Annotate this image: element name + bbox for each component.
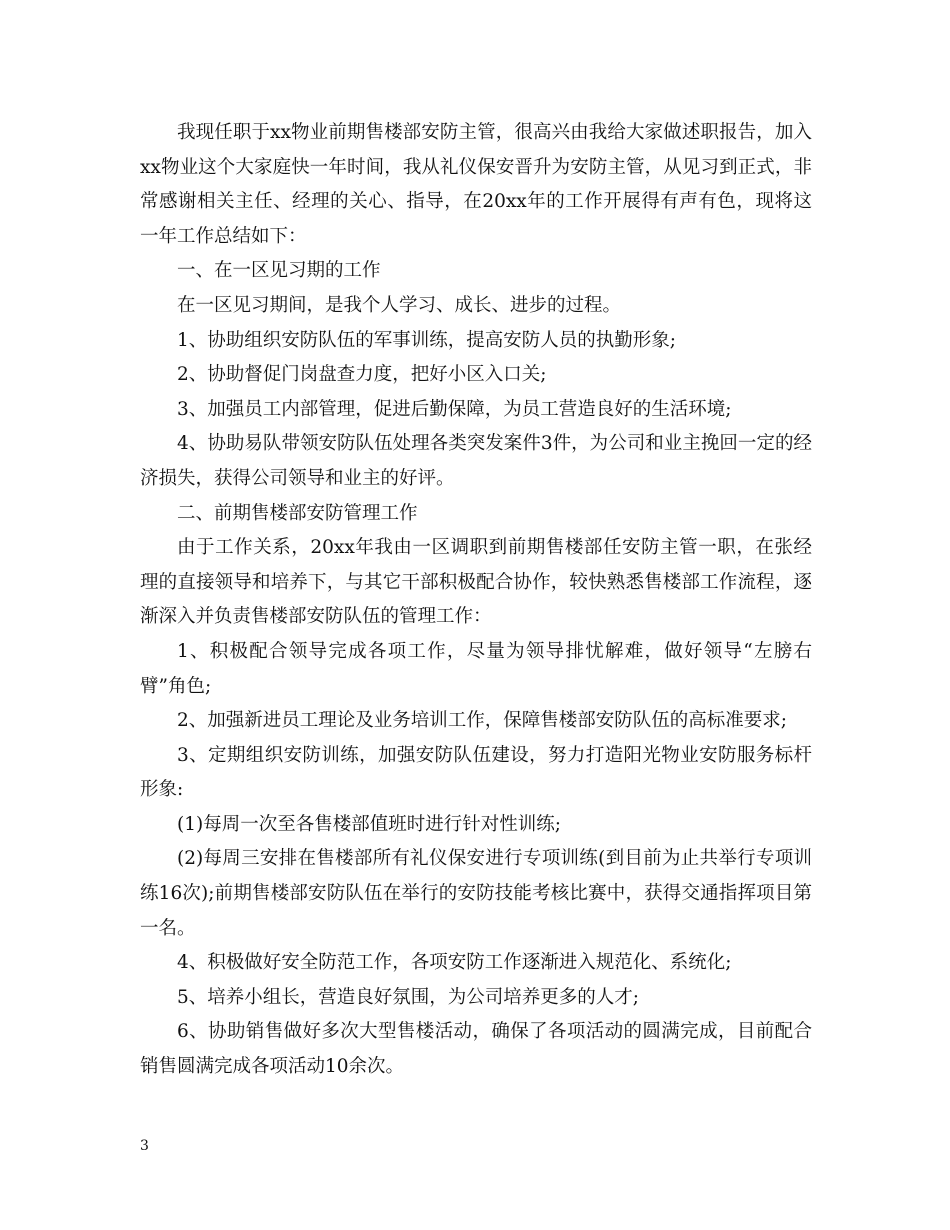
list-item: 4、协助易队带领安防队伍处理各类突发案件3件，为公司和业主挽回一定的经济损失，获得公司领导和业主的好评。 — [140, 433, 812, 489]
intro-paragraph: 我现任职于xx物业前期售楼部安防主管，很高兴由我给大家做述职报告，加入xx物业这个大家庭快一年时间，我从礼仪保安晋升为安防主管，从见习到正式，非常感谢相关主任、经理的关心、指导，在20xx年的工作开展得有声有色，现将这一年工作总结如下： — [140, 122, 812, 247]
list-item: 2、加强新进员工理论及业务培训工作，保障售楼部安防队伍的高标准要求; — [177, 710, 788, 732]
list-item: 6、协助销售做好多次大型售楼活动，确保了各项活动的圆满完成，目前配合销售圆满完成各项活动10余次。 — [140, 1021, 812, 1078]
list-item: 3、加强员工内部管理，促进后勤保障，为员工营造良好的生活环境; — [177, 398, 732, 420]
section-2-intro: 由于工作关系，20xx年我由一区调职到前期售楼部任安防主管一职，在张经理的直接领导和培养下，与其它干部积极配合协作，较快熟悉售楼部工作流程，逐渐深入并负责售楼部安防队伍的管理工作： — [140, 537, 812, 628]
page-number: 3 — [140, 1138, 149, 1154]
list-item: 1、积极配合领导完成各项工作，尽量为领导排忧解难，做好领导“左膀右臂”角色; — [140, 640, 812, 697]
list-item: 3、定期组织安防训练，加强安防队伍建设，努力打造阳光物业安防服务标杆形象: — [140, 744, 812, 801]
section-heading-1: 一、在一区见习期的工作 — [177, 260, 381, 282]
list-item: 5、培养小组长，营造良好氛围，为公司培养更多的人才; — [177, 986, 640, 1008]
sub-list-item: (2)每周三安排在售楼部所有礼仪保安进行专项训练(到目前为止共举行专项训练16次);前期售楼部安防队伍在举行的安防技能考核比赛中，获得交通指挥项目第一名。 — [140, 848, 812, 939]
list-item: 2、协助督促门岗盘查力度，把好小区入口关; — [177, 364, 547, 386]
section-1-intro: 在一区见习期间，是我个人学习、成长、进步的过程。 — [177, 294, 622, 316]
list-item: 4、积极做好安全防范工作，各项安防工作逐渐进入规范化、系统化; — [177, 952, 732, 974]
sub-list-item: (1)每周一次至各售楼部值班时进行针对性训练; — [177, 813, 561, 835]
document-body — [140, 116, 812, 1085]
section-heading-2: 二、前期售楼部安防管理工作 — [177, 502, 418, 524]
list-item: 1、协助组织安防队伍的军事训练，提高安防人员的执勤形象; — [177, 329, 677, 351]
